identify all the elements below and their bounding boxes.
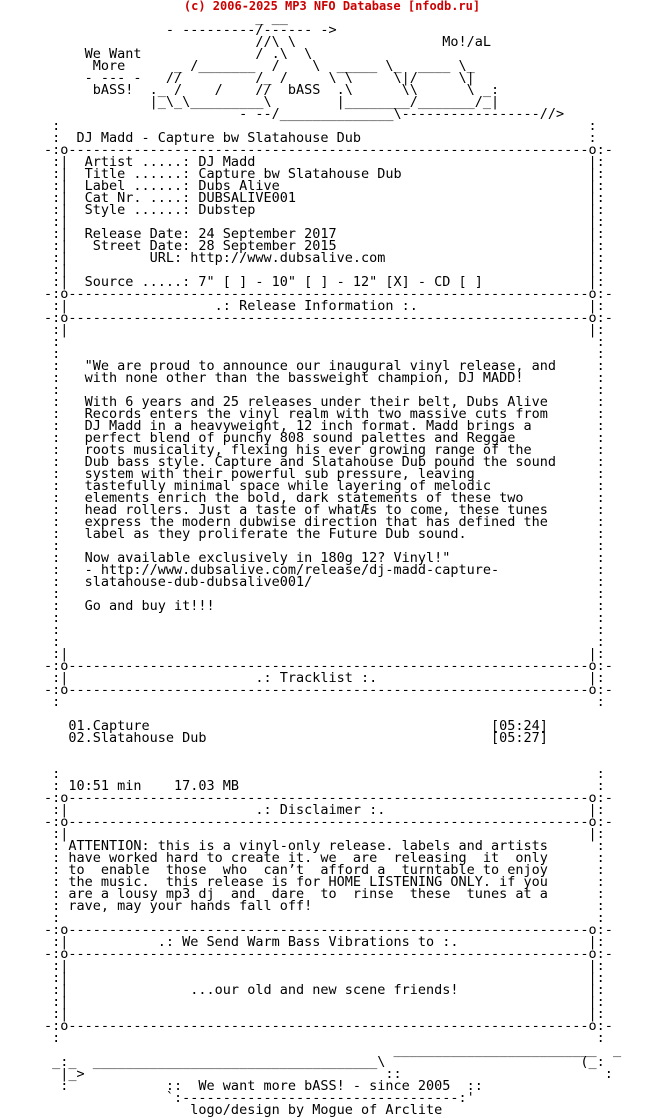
nfo-line: :| URL: http://www.dubsalive.com |: [44,250,605,266]
nfo-line: : elements enrich the bold, dark statements of these two : [44,490,605,506]
nfo-line: : 10:51 min 17.03 MB : [44,778,605,794]
nfo-line: : :: We want more bASS! - since 2005 :: [44,1078,483,1094]
nfo-line: 01.Capture [05:24] [44,718,548,734]
nfo-line: : DJ Madd - Capture bw Slatahouse Dub : [44,130,597,146]
nfo-line: : head rollers. Just a taste of whatÆs to come, these tunes : [44,502,605,518]
nfo-line: _ __ [44,10,288,26]
nfo-line: - ---------/------ -> [44,22,337,38]
nfo-line: We Want / .\ \ [44,46,313,62]
nfo-line: : with none other than the bassweight champion, DJ MADD! : [44,370,605,386]
nfo-line: : : [44,118,597,134]
nfo-line: More _ /_______ / \ _____ \_ ____ \_ [44,58,475,74]
nfo-line: : : [44,334,605,350]
nfo-line: :| Style ......: Dubstep |: [44,202,605,218]
nfo-line: 02.Slatahouse Dub [05:27] [44,730,548,746]
nfo-line: :| Artist .....: DJ Madd |: [44,154,605,170]
nfo-line: :| |: [44,970,605,986]
nfo-line: :| |: [44,994,605,1010]
nfo-line: : : [44,766,605,782]
nfo-line: : : [44,910,605,926]
nfo-line: : : [44,586,605,602]
nfo-line: : : [44,634,605,650]
nfo-line: -:o----------------------------------------------------------------o:- [44,658,613,674]
nfo-line: - --/______________\-----------------//> [44,106,565,122]
nfo-ascii-document [44,12,621,1116]
nfo-line: :| Source .....: 7" [ ] - 10" [ ] - 12" [X] - CD [ ] |: [44,274,605,290]
nfo-line: -:o----------------------------------------------------------------o:- [44,922,613,938]
nfo-line: -:o----------------------------------------------------------------o:- [44,682,613,698]
nfo-line: : With 6 years and 25 releases under their belt, Dubs Alive : [44,394,605,410]
nfo-line: : Records enters the vinyl realm with two massive cuts from : [44,406,605,422]
nfo-line: _________________________ _ [44,1042,622,1058]
nfo-line: bASS! ._ / / // bASS .\ \\ \ _: [44,82,500,98]
nfo-line: : "We are proud to announce our inaugural vinyl release, and : [44,358,605,374]
nfo-line: :| ...our old and new scene friends! |: [44,982,605,998]
nfo-line: : : [44,382,605,398]
nfo-line: : : [44,1030,605,1046]
nfo-line: : rave, may your hands fall off! : [44,898,605,914]
nfo-line: :| |: [44,1006,605,1022]
nfo-line: :| .: Release Information :. |: [44,298,605,314]
nfo-line: : ATTENTION: this is a vinyl-only release. labels and artists : [44,838,605,854]
nfo-line: : Go and buy it!!! : [44,598,605,614]
nfo-line: : Dub bass style. Capture and Slatahouse Dub pound the sound : [44,454,605,470]
nfo-line: : to enable those who can’t afford a turntable to enjoy : [44,862,605,878]
nfo-line: :| Title ......: Capture bw Slatahouse Dub |: [44,166,605,182]
nfo-line: : : [44,610,605,626]
nfo-line: //\ \ Mo!/aL [44,34,492,50]
nfo-line: : express the modern dubwise direction that has defined the : [44,514,605,530]
nfo-line: :| .: We Send Warm Bass Vibrations to :. |: [44,934,605,950]
nfo-line: :| |: [44,322,605,338]
nfo-line: :| |: [44,214,605,230]
nfo-line: : system with their powerful sub pressure, leaving : [44,466,605,482]
nfo-line: -:o----------------------------------------------------------------o:- [44,310,613,326]
nfo-line: : label as they proliferate the Future Dub sound. : [44,526,605,542]
nfo-line: : roots musicality, flexing his ever growing range of the : [44,442,605,458]
nfo-line: :| Release Date: 24 September 2017 |: [44,226,605,242]
nfo-line: :| Label ......: Dubs Alive |: [44,178,605,194]
nfo-line: : DJ Madd in a heavyweight, 12 inch format. Madd brings a : [44,418,605,434]
nfo-line: -:o----------------------------------------------------------------o:- [44,286,613,302]
nfo-line: :| |: [44,646,605,662]
nfo-line: |_> :: : [44,1066,613,1082]
nfo-line: -:o----------------------------------------------------------------o:- [44,946,613,962]
nfo-line: : : [44,694,605,710]
nfo-line: : : [44,346,605,362]
nfo-line: logo/design by Mogue of Arclite [44,1102,443,1118]
nfo-line: :| |: [44,262,605,278]
nfo-line: - --- - // /_ / \ \ \|/ \| [44,70,475,86]
nfo-line: :| |: [44,826,605,842]
nfo-line: `:----------------------------------:' [44,1090,475,1106]
nfo-line: : Now available exclusively in 180g 12? Vinyl!" : [44,550,605,566]
nfo-line: :| Cat Nr. ....: DUBSALIVE001 |: [44,190,605,206]
nfo-line: :| Street Date: 28 September 2015 |: [44,238,605,254]
nfo-line: : - http://www.dubsalive.com/release/dj-madd-capture- : [44,562,605,578]
nfo-line: : tastefully minimal space while layering of melodic : [44,478,605,494]
nfo-line: :| |: [44,958,605,974]
nfo-line: :| .: Tracklist :. |: [44,670,605,686]
nfo-line: -:o----------------------------------------------------------------o:- [44,142,613,158]
nfo-line: : the music. this release is for HOME LISTENING ONLY. if you : [44,874,605,890]
nfo-line: : have worked hard to create it. we are releasing it only : [44,850,605,866]
site-header-link[interactable]: (c) 2006-2025 MP3 NFO Database [nfodb.ru] [183,0,481,13]
nfo-line: -:o----------------------------------------------------------------o:- [44,1018,613,1034]
nfo-line: : : [44,538,605,554]
nfo-line: |_\_\_________\ |________/_______/_| [44,94,500,110]
nfo-line: :| .: Disclaimer :. |: [44,802,605,818]
nfo-line: -:o----------------------------------------------------------------o:- [44,814,613,830]
nfo-line: _:_ ___________________________________\ (_: [44,1054,605,1070]
nfo-line: : are a lousy mp3 dj and dare to rinse these tunes at a : [44,886,605,902]
nfo-line: : : [44,622,605,638]
nfo-line: -:o----------------------------------------------------------------o:- [44,790,613,806]
nfo-line: : perfect blend of punchy 808 sound palettes and Reggae : [44,430,605,446]
nfo-line: : slatahouse-dub-dubsalive001/ : [44,574,605,590]
